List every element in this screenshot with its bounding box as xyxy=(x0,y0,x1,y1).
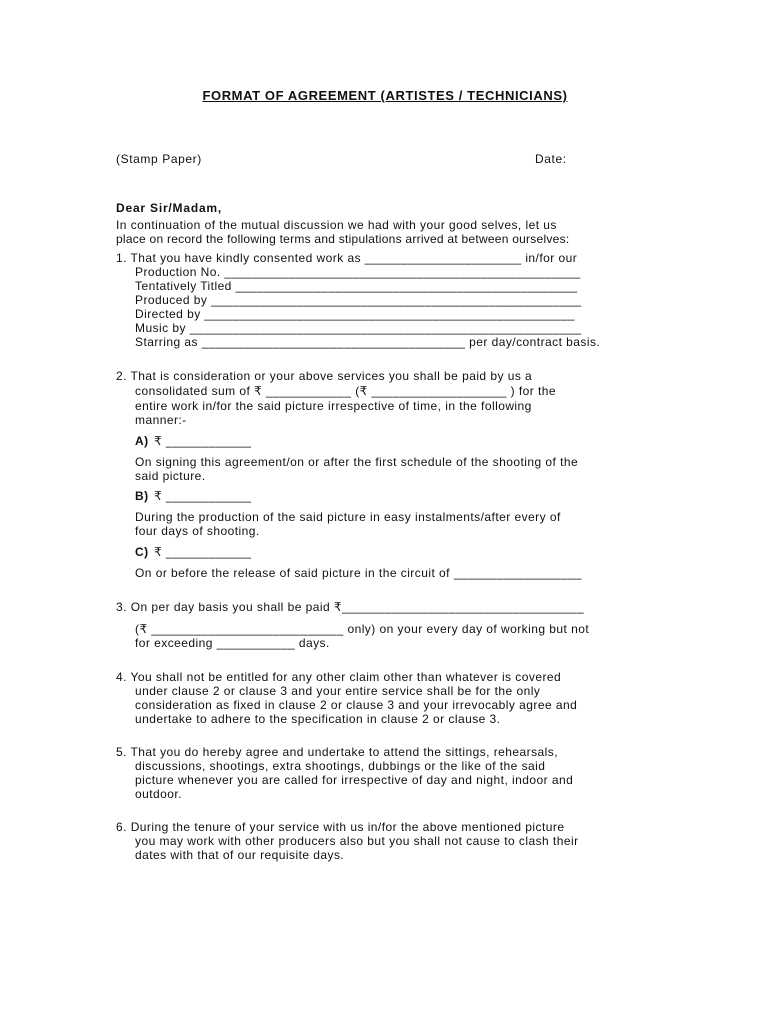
clause-2-a-text: On signing this agreement/on or after the first schedule of the shooting of the xyxy=(135,455,579,469)
clause-2-a-label: A) xyxy=(135,434,149,448)
clause-2-b-text: four days of shooting. xyxy=(135,524,260,538)
intro-line: In continuation of the mutual discussion we had with your good selves, let us xyxy=(116,218,557,232)
clause-5-line: discussions, shootings, extra shootings, dubbings or the like of the said xyxy=(135,759,546,773)
stamp-paper-label: (Stamp Paper) xyxy=(116,152,202,166)
clause-1-line: Produced by ____________________________________________________ xyxy=(135,293,582,307)
clause-2-line: 2. That is consideration or your above services you shall be paid by us a xyxy=(116,369,533,383)
clause-6-line: dates with that of our requisite days. xyxy=(135,848,345,862)
clause-1-line: Production No. __________________________________________________ xyxy=(135,265,581,279)
clause-4-line: under clause 2 or clause 3 and your entire service shall be for the only xyxy=(135,684,541,698)
date-label: Date: xyxy=(535,152,567,166)
clause-2-c-text: On or before the release of said picture in the circuit of __________________ xyxy=(135,566,582,580)
clause-4-line: 4. You shall not be entitled for any other claim other than whatever is covered xyxy=(116,670,562,684)
clause-1-line: Starring as _____________________________________ per day/contract basis. xyxy=(135,335,601,349)
clause-2-b-label: B) xyxy=(135,489,149,503)
clause-3-line: 3. On per day basis you shall be paid ₹__________________________________ xyxy=(116,600,585,614)
clause-2-b-text: During the production of the said picture in easy instalments/after every of xyxy=(135,510,561,524)
clause-4-line: undertake to adhere to the specification in clause 2 or clause 3. xyxy=(135,712,501,726)
clause-2-line: entire work in/for the said picture irrespective of time, in the following xyxy=(135,399,532,413)
clause-3-line: (₹ ___________________________ only) on your every day of working but not xyxy=(135,622,590,636)
clause-2-line: manner:- xyxy=(135,413,187,427)
clause-2-b-amount: ₹ ____________ xyxy=(154,489,252,503)
salutation: Dear Sir/Madam, xyxy=(116,201,223,215)
clause-1-line: Music by _______________________________________________________ xyxy=(135,321,582,335)
clause-2-line: consolidated sum of ₹ ____________ (₹ ___________________ ) for the xyxy=(135,384,557,398)
clause-5-line: picture whenever you are called for irrespective of day and night, indoor and xyxy=(135,773,574,787)
clause-5-line: outdoor. xyxy=(135,787,182,801)
clause-2-a-amount: ₹ ____________ xyxy=(154,434,252,448)
clause-3-line: for exceeding ___________ days. xyxy=(135,636,330,650)
clause-4-line: consideration as fixed in clause 2 or clause 3 and your irrevocably agree and xyxy=(135,698,578,712)
clause-2-a-text: said picture. xyxy=(135,469,206,483)
document-title: FORMAT OF AGREEMENT (ARTISTES / TECHNICIANS) xyxy=(202,88,568,103)
clause-2-c-amount: ₹ ____________ xyxy=(154,545,252,559)
clause-1-line: Directed by ____________________________________________________ xyxy=(135,307,575,321)
clause-6-line: 6. During the tenure of your service with us in/for the above mentioned picture xyxy=(116,820,565,834)
clause-1-line: 1. That you have kindly consented work as ______________________ in/for our xyxy=(116,251,578,265)
clause-6-line: you may work with other producers also but you shall not cause to clash their xyxy=(135,834,579,848)
intro-line: place on record the following terms and stipulations arrived at between ourselves: xyxy=(116,232,570,246)
clause-5-line: 5. That you do hereby agree and undertake to attend the sittings, rehearsals, xyxy=(116,745,559,759)
clause-1-line: Tentatively Titled ________________________________________________ xyxy=(135,279,578,293)
clause-2-c-label: C) xyxy=(135,545,149,559)
